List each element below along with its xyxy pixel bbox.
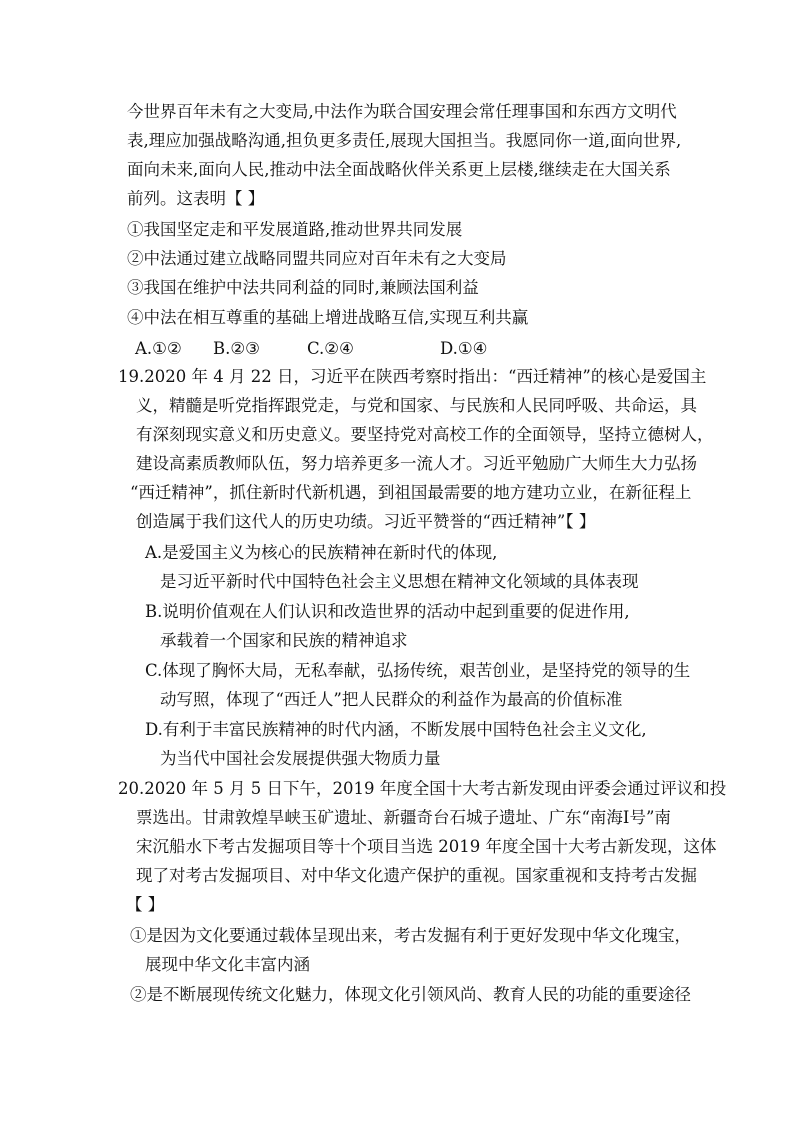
q19-option-d-line-1: D.有利于丰富民族精神的时代内涵，不断发展中国特色社会主义文化, xyxy=(145,720,647,739)
q18-stem-line-1: 今世界百年未有之大变局,中法作为联合国安理会常任理事国和东西方文明代 xyxy=(127,102,677,121)
q19-stem-line-5: “西迁精神”，抓住新时代新机遇，到祖国最需要的地方建功立业，在新征程上 xyxy=(130,483,692,502)
q20-item-2-line-1: ②是不断展现传统文化魅力，体现文化引领风尚、教育人民的功能的重要途径 xyxy=(130,985,691,1004)
q19-option-a-line-1: A.是爱国主义为核心的民族精神在新时代的体现, xyxy=(145,543,498,562)
q19-stem-line-3: 有深刻现实意义和历史意义。要坚持党对高校工作的全面领导，坚持立德树人， xyxy=(136,425,714,444)
q19-option-c-line-1: C.体现了胸怀大局，无私奉献，弘扬传统，艰苦创业，是坚持党的领导的生 xyxy=(145,661,691,680)
q19-stem-line-1: 19.2020 年 4 月 22 日，习近平在陕西考察时指出：“西迁精神”的核心是爱国主 xyxy=(118,367,707,386)
q18-item-4: ④中法在相互尊重的基础上增进战略互信,实现互利共赢 xyxy=(127,308,529,327)
q20-stem-line-3: 宋沉船水下考古发掘项目等十个项目当选 2019 年度全国十大考古新发现，这体 xyxy=(136,837,717,856)
q18-stem-line-3: 面向未来,面向人民,推动中法全面战略伙伴关系更上层楼,继续走在大国关系 xyxy=(127,160,671,179)
q20-stem-line-1: 20.2020 年 5 月 5 日下午，2019 年度全国十大考古新发现由评委会通过评议和投 xyxy=(118,779,727,798)
q18-option-c: C.②④ xyxy=(307,339,354,358)
q20-stem-line-2: 票选出。甘肃敦煌旱峡玉矿遗址、新疆奇台石城子遗址、广东“南海Ⅰ号”南 xyxy=(136,808,671,827)
q20-item-1-line-2: 展现中华文化丰富内涵 xyxy=(145,955,310,974)
q19-option-d-line-2: 为当代中国社会发展提供强大物质力量 xyxy=(160,749,441,768)
q18-item-1: ①我国坚定走和平发展道路,推动世界共同发展 xyxy=(127,220,463,239)
q19-stem-line-4: 建设高素质教师队伍，努力培养更多一流人才。习近平勉励广大师生大力弘扬 xyxy=(136,454,697,473)
q18-option-a: A.①② xyxy=(135,339,182,358)
q20-stem-line-5: 【 】 xyxy=(126,895,165,914)
q19-option-c-line-2: 动写照，体现了“西迁人”把人民群众的利益作为最高的价值标准 xyxy=(160,690,623,709)
q18-option-b: B.②③ xyxy=(213,339,260,358)
q18-item-3: ③我国在维护中法共同利益的同时,兼顾法国利益 xyxy=(127,278,479,297)
q18-stem-line-4: 前列。这表明【 】 xyxy=(127,189,265,208)
q19-stem-line-6: 创造属于我们这代人的历史功绩。习近平赞誉的“西迁精神”【 】 xyxy=(136,512,596,531)
q18-item-2: ②中法通过建立战略同盟共同应对百年未有之大变局 xyxy=(127,249,507,268)
q20-item-1-line-1: ①是因为文化要通过载体呈现出来，考古发掘有利于更好发现中华文化瑰宝， xyxy=(130,926,691,945)
q18-options xyxy=(135,338,487,360)
q19-option-a-line-2: 是习近平新时代中国特色社会主义思想在精神文化领域的具体表现 xyxy=(160,572,639,591)
q19-stem-line-2: 义，精髓是听党指挥跟党走，与党和国家、与民族和人民同呼吸、共命运，具 xyxy=(136,396,697,415)
q18-option-d: D.①④ xyxy=(440,339,488,358)
q18-stem-line-2: 表,理应加强战略沟通,担负更多责任,展现大国担当。我愿同你一道,面向世界, xyxy=(127,131,682,150)
q19-option-b-line-2: 承载着一个国家和民族的精神追求 xyxy=(160,631,408,650)
q19-option-b-line-1: B.说明价值观在人们认识和改造世界的活动中起到重要的促进作用, xyxy=(145,602,630,621)
q20-stem-line-4: 现了对考古发掘项目、对中华文化遗产保护的重视。国家重视和支持考古发掘 xyxy=(136,866,697,885)
